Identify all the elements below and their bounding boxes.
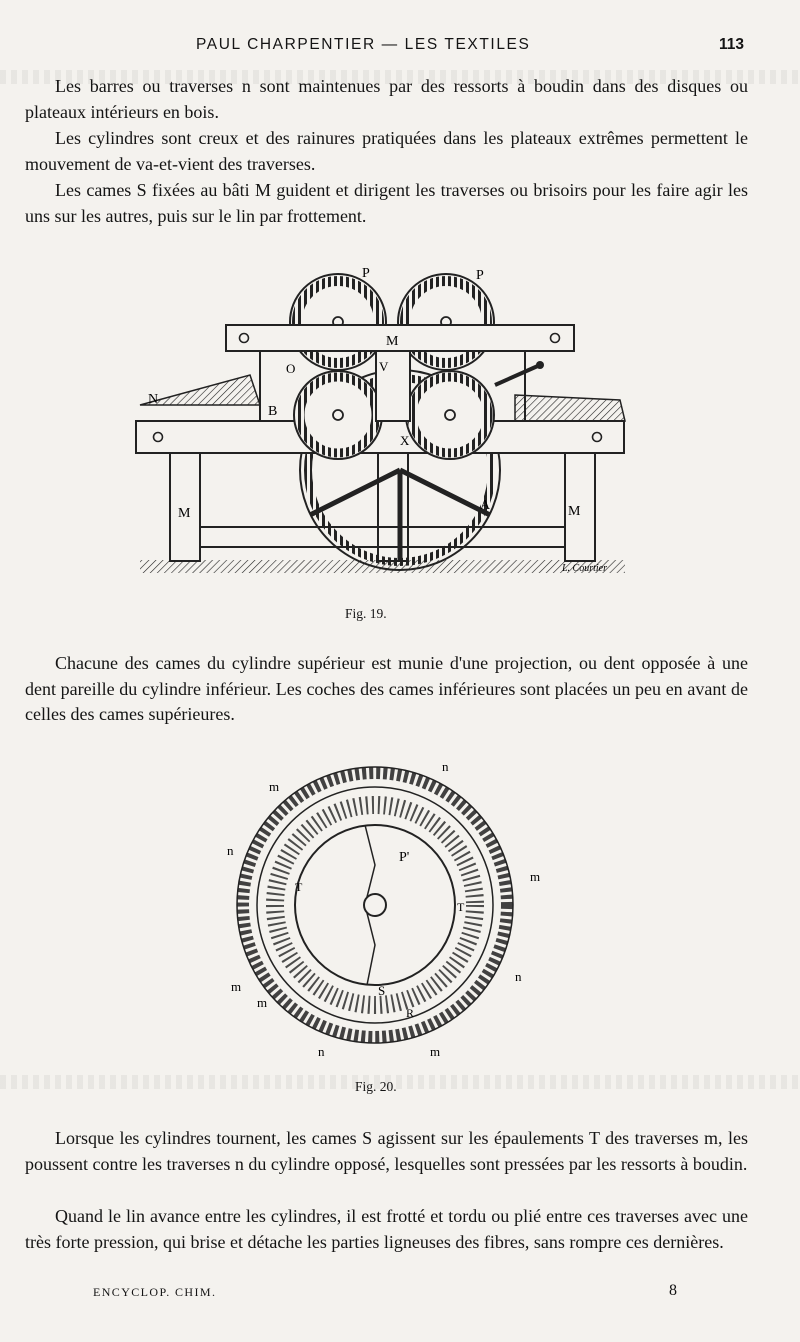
crank-handle [495,365,540,385]
label-V: V [379,359,389,374]
upper-beam [226,325,574,351]
paragraph-5: Lorsque les cylindres tournent, les cames S agissent sur les épaulements T des traverses m, les poussent contre les traverses n du cylindre opposé, lesquelles sont pressées par les ressorts à boudin. [25,1128,748,1174]
label-n-bottom: n [318,1044,325,1059]
label-M-top: M [386,334,399,349]
label-X: X [400,433,410,448]
label-n-right: n [515,969,522,984]
engraver-signature: L. Courtier [562,563,608,574]
label-O: O [286,361,296,376]
label-S: S [378,983,386,998]
figure-19-drawing [100,255,660,585]
label-R: R [406,1006,415,1020]
label-M-right: M [568,504,581,519]
footer-series-title: ENCYCLOP. CHIM. [93,1285,217,1299]
label-m-bottom: m [430,1044,441,1059]
figure-20-caption: Fig. 20. [355,1079,397,1094]
label-P-right: P [476,268,484,283]
label-m-lower: m [257,995,268,1010]
label-B: B [268,404,278,419]
label-T-left: T [295,880,303,894]
running-title: PAUL CHARPENTIER — LES TEXTILES [196,36,531,53]
footer-signature-mark: 8 [669,1282,677,1299]
label-P-prime: P' [399,850,410,865]
figure-20-drawing [215,755,545,1065]
label-A: A [480,498,491,513]
label-P-left: P [362,266,370,281]
paragraph-6: Quand le lin avance entre les cylindres, il est frotté et tordu ou plié entre ces traverses avec une très forte pression, qui brise et détache les parties ligneuses des fibres, sans rompre ces dernières. [25,1206,748,1252]
paragraph-4: Chacune des cames du cylindre supérieur est munie d'une projection, ou dent opposée à une dent pareille du cylindre inférieur. Les coches des cames inférieures sont placées un peu en avant de celles des cames supérieures. [25,653,748,724]
label-M-left: M [178,506,191,521]
feed-table-right [515,395,625,421]
label-T-right: T [457,900,465,914]
label-m-top: m [269,779,280,794]
page-number: 113 [718,36,744,53]
axle-hole [364,894,386,916]
paragraph-3: Les cames S fixées au bâti M guident et dirigent les traverses ou brisoirs pour les faire agir les uns sur les autres, puis sur le lin par frottement. [25,180,748,226]
figure-19-caption: Fig. 19. [345,606,387,621]
paragraph-2: Les cylindres sont creux et des rainures pratiquées dans les plateaux extrêmes permettent le mouvement de va-et-vient des traverses. [25,128,748,174]
label-N: N [148,392,159,407]
bleed-through [0,1075,800,1089]
running-head [0,36,800,60]
label-m-right: m [530,869,541,884]
label-m-left: m [231,979,242,994]
label-n-left: n [227,843,234,858]
paragraph-1: Les barres ou traverses n sont maintenues par des ressorts à boudin dans des disques ou plateaux intérieurs en bois. [25,76,748,122]
label-n-top: n [442,759,449,774]
